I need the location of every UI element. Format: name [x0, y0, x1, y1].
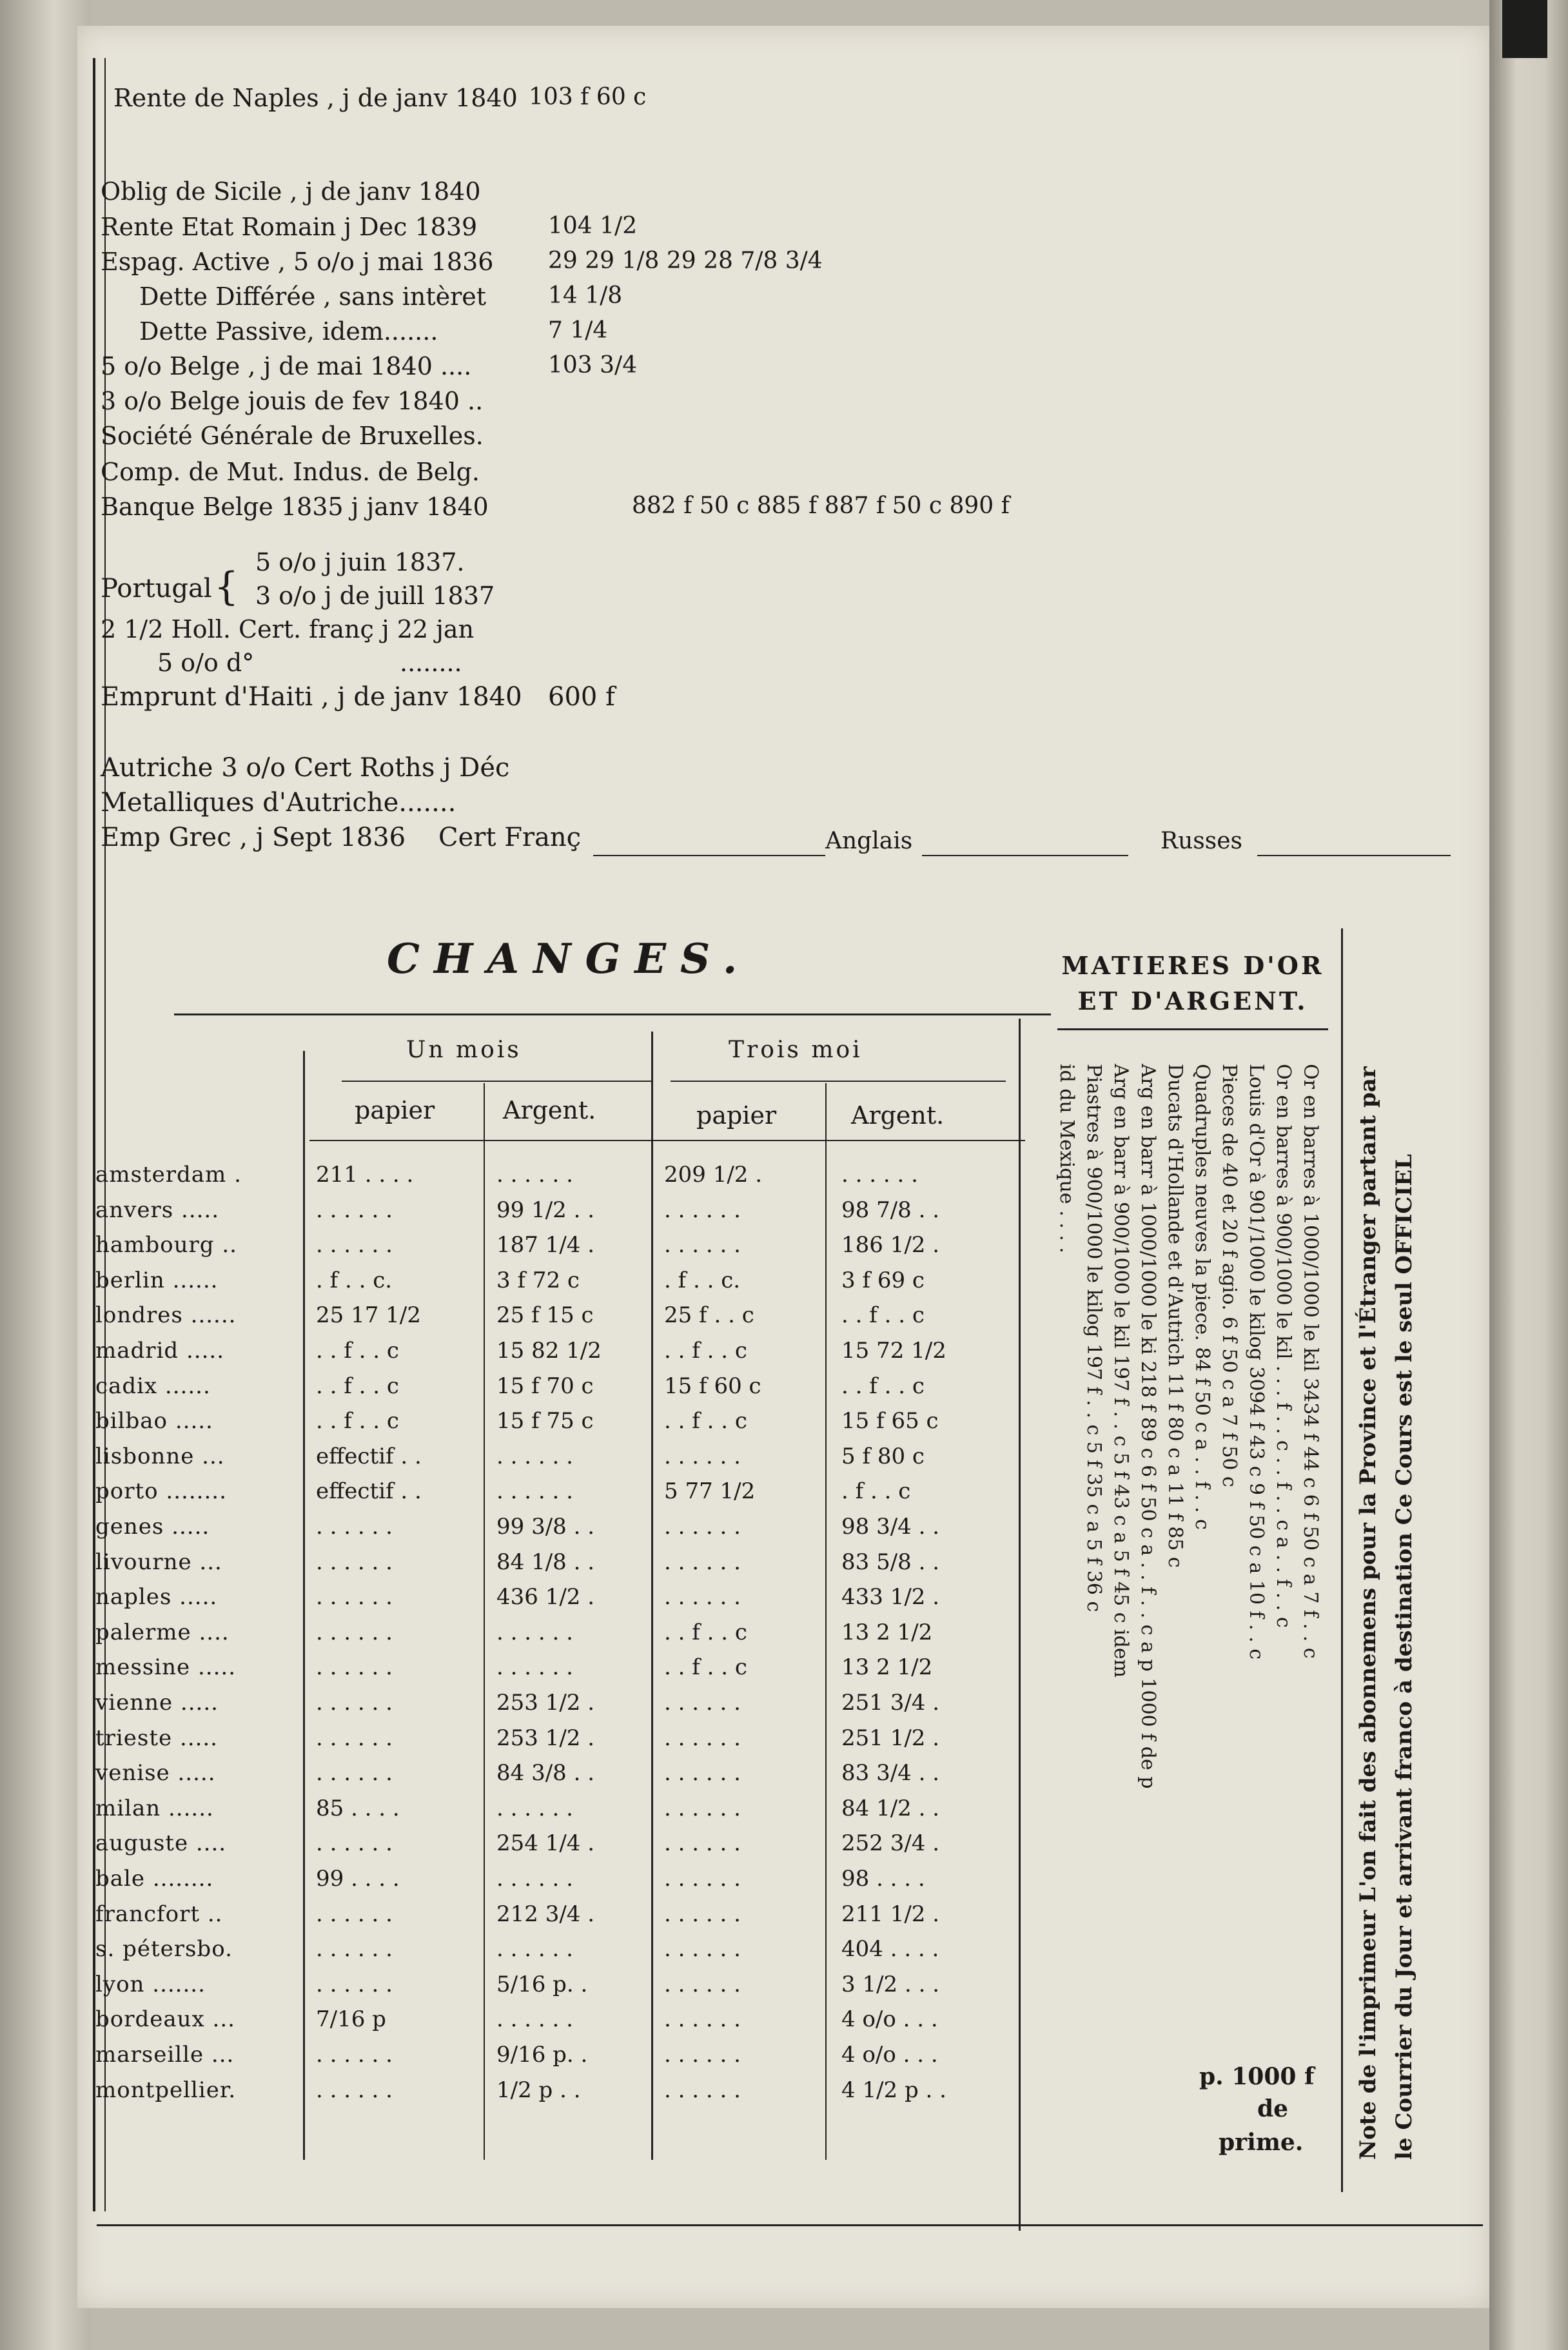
rate-cell: . f . . c	[841, 1478, 911, 1504]
rate-cell: 3 f 69 c	[841, 1268, 925, 1293]
rate-cell: . . . . . .	[316, 1690, 393, 1716]
group-trois-mois: Trois moi	[729, 1037, 863, 1063]
rate-cell: . . . . . .	[664, 2006, 741, 2032]
metalliques-line: Metalliques d'Autriche.......	[101, 788, 456, 818]
rate-cell: . . . . . .	[496, 1478, 573, 1504]
rate-cell: . . . . . .	[664, 1866, 741, 1892]
city-name: auguste ....	[95, 1830, 227, 1856]
rate-cell: 84 1/2 . .	[841, 1796, 940, 1821]
matieres-title-1: MATIERES D'OR	[1061, 951, 1324, 980]
security-value: 7 1/4	[548, 317, 608, 344]
rate-cell: . . . . . .	[316, 1725, 393, 1751]
rate-cell: . . . . . .	[496, 1444, 573, 1469]
rate-cell: . . . . . .	[664, 1232, 741, 1258]
matieres-line: Piastres à 900/1000 le kilog 197 f . . c 5 f 35 c a 5 f 36 c	[1083, 1064, 1105, 1612]
rate-cell: 3 1/2 . . .	[841, 1972, 940, 1997]
security-label: Oblig de Sicile , j de janv 1840	[101, 177, 481, 206]
col-divider-1	[484, 1083, 485, 2160]
rate-cell: . . . . . .	[664, 1830, 741, 1856]
rate-cell: . . f . . c	[316, 1373, 399, 1399]
haiti-value: 600 f	[548, 682, 615, 712]
city-name: naples .....	[95, 1584, 218, 1610]
city-name: lisbonne ...	[95, 1444, 225, 1469]
russes-label: Russes	[1161, 828, 1243, 854]
rate-cell: . . . . . .	[316, 1549, 393, 1575]
security-value: 882 f 50 c 885 f 887 f 50 c 890 f	[632, 493, 1010, 519]
matieres-line: Or en barres à 900/1000 le kil . . . f . . c . . f . . c a . . f . . c	[1272, 1064, 1295, 1628]
matieres-footer-1: p. 1000 f	[1199, 2063, 1315, 2090]
rate-cell: . . . . . .	[664, 1514, 741, 1540]
rate-cell: 98 3/4 . .	[841, 1514, 940, 1540]
rate-cell: 7/16 p	[316, 2006, 386, 2032]
rate-cell: effectif . .	[316, 1444, 422, 1469]
rate-cell: . . f . . c	[664, 1338, 747, 1364]
rate-cell: . . . . . .	[496, 1654, 573, 1680]
city-name: milan ......	[95, 1796, 214, 1821]
rate-cell: . . . . . .	[841, 1162, 918, 1188]
rate-cell: 4 o/o . . .	[841, 2042, 938, 2068]
book-right-edge	[1489, 0, 1568, 2350]
rate-cell: 209 1/2 .	[664, 1162, 763, 1188]
side-note-line1: Note de l'imprimeur L'on fait des abonnemens pour la Province et l'Étranger partant par	[1355, 1066, 1381, 2160]
rate-cell: 15 f 70 c	[496, 1373, 594, 1399]
col-papier-2: papier	[696, 1101, 777, 1130]
rate-cell: . . f . . c	[841, 1302, 925, 1328]
rate-cell: . . f . . c	[316, 1338, 399, 1364]
changes-title: CHANGES.	[387, 935, 752, 983]
rate-cell: . . . . . .	[664, 1197, 741, 1223]
matieres-line: Ducats d'Hollande et d'Autrich 11 f 80 c a 11 f 85 c	[1164, 1064, 1186, 1568]
security-value: 103 3/4	[548, 352, 638, 378]
rate-cell: . . f . . c	[664, 1408, 747, 1434]
rule-anglais	[922, 855, 1128, 856]
rate-cell: . . . . . .	[664, 1936, 741, 1962]
rate-cell: . . . . . .	[316, 1197, 393, 1223]
rate-cell: . . . . . .	[664, 1549, 741, 1575]
city-name: genes .....	[95, 1514, 210, 1540]
rate-cell: . . f . . c	[664, 1654, 747, 1680]
rate-cell: . . . . . .	[316, 1760, 393, 1786]
security-label: Banque Belge 1835 j janv 1840	[101, 493, 489, 521]
rate-cell: 15 f 65 c	[841, 1408, 939, 1434]
portugal-line2: 3 o/o j de juill 1837	[255, 582, 495, 610]
rate-cell: . . . . . .	[664, 1972, 741, 1997]
city-name: bordeaux ...	[95, 2006, 235, 2032]
rate-cell: . . . . . .	[316, 1514, 393, 1540]
security-value: 14 1/8	[548, 282, 623, 309]
security-label: Dette Différée , sans intèret	[139, 282, 487, 311]
rate-cell: effectif . .	[316, 1478, 422, 1504]
anglais-label: Anglais	[825, 828, 913, 854]
rate-cell: . . . . . .	[664, 1901, 741, 1927]
rate-cell: 15 f 60 c	[664, 1373, 761, 1399]
city-name: bale ........	[95, 1866, 214, 1892]
autriche-line: Autriche 3 o/o Cert Roths j Déc	[101, 753, 510, 783]
portugal-brace: {	[214, 564, 239, 609]
rate-cell: 13 2 1/2	[841, 1654, 933, 1680]
rate-cell: 211 . . . .	[316, 1162, 414, 1188]
portugal-label: Portugal	[101, 574, 212, 603]
portugal-line1: 5 o/o j juin 1837.	[255, 548, 465, 576]
city-name: messine .....	[95, 1654, 236, 1680]
rate-cell: 84 1/8 . .	[496, 1549, 595, 1575]
rate-cell: . . f . . c	[316, 1408, 399, 1434]
rate-cell: . . . . . .	[316, 1584, 393, 1610]
rate-cell: . . . . . .	[664, 1760, 741, 1786]
rate-cell: . . f . . c	[841, 1373, 925, 1399]
city-name: anvers .....	[95, 1197, 220, 1223]
rate-cell: 187 1/4 .	[496, 1232, 595, 1258]
rate-cell: 15 82 1/2	[496, 1338, 602, 1364]
rate-cell: . . . . . .	[496, 1162, 573, 1188]
security-label: 3 o/o Belge jouis de fev 1840 ..	[101, 387, 484, 415]
rate-cell: . . . . . .	[316, 2042, 393, 2068]
page-bottom-rule	[97, 2224, 1483, 2226]
matieres-line: Quadruples neuves la piece. 84 f 50 c a . . f . . c	[1191, 1064, 1213, 1530]
rate-cell: 25 17 1/2	[316, 1302, 421, 1328]
rate-cell: 1/2 p . .	[496, 2077, 581, 2103]
rate-cell: . . . . . .	[664, 1584, 741, 1610]
rate-cell: 3 f 72 c	[496, 1268, 580, 1293]
security-label: Espag. Active , 5 o/o j mai 1836	[101, 248, 494, 276]
document-page	[77, 26, 1489, 2308]
emp-grec-line: Emp Grec , j Sept 1836	[101, 823, 406, 852]
matieres-footer-2: de	[1257, 2095, 1289, 2122]
rate-cell: . . . . . .	[316, 1972, 393, 1997]
rate-cell: . . . . . .	[316, 1830, 393, 1856]
rate-cell: 212 3/4 .	[496, 1901, 595, 1927]
rate-cell: 99 . . . .	[316, 1866, 400, 1892]
rate-cell: . f . . c.	[664, 1268, 741, 1293]
rate-cell: 5 f 80 c	[841, 1444, 925, 1469]
rate-cell: . . . . . .	[496, 1620, 573, 1645]
holl-line2: 5 o/o d°	[157, 649, 255, 677]
rate-cell: 251 3/4 .	[841, 1690, 940, 1716]
rate-cell: . . . . . .	[664, 1690, 741, 1716]
rate-cell: . . . . . .	[316, 2077, 393, 2103]
security-label: Dette Passive, idem.......	[139, 317, 438, 346]
rate-cell: 254 1/4 .	[496, 1830, 595, 1856]
side-note-line2: le Courrier du Jour et arrivant franco à destination Ce Cours est le seul OFFICIEL	[1391, 1153, 1417, 2160]
rate-cell: . . . . . .	[316, 1901, 393, 1927]
rate-cell: 83 3/4 . .	[841, 1760, 940, 1786]
rate-cell: 4 o/o . . .	[841, 2006, 938, 2032]
security-label: Rente de Naples , j de janv 1840	[113, 84, 518, 112]
security-value: 104 1/2	[548, 213, 638, 239]
rate-cell: 98 7/8 . .	[841, 1197, 940, 1223]
col-argent-2: Argent.	[851, 1101, 945, 1130]
rate-cell: 436 1/2 .	[496, 1584, 595, 1610]
security-label: 5 o/o Belge , j de mai 1840 ....	[101, 352, 472, 380]
city-name: trieste .....	[95, 1725, 218, 1751]
matieres-line: Arg en barr à 1000/1000 le ki 218 f 89 c 6 f 50 c a . . f . . c a p 1000 f de p	[1137, 1064, 1159, 1789]
rate-cell: 13 2 1/2	[841, 1620, 933, 1645]
rate-cell: . . . . . .	[664, 1796, 741, 1821]
previous-page-strip	[0, 0, 90, 2350]
city-name: lyon .......	[95, 1972, 206, 1997]
rate-cell: . . . . . .	[664, 1725, 741, 1751]
city-name: cadix ......	[95, 1373, 211, 1399]
rate-cell: 9/16 p. .	[496, 2042, 588, 2068]
rate-cell: 15 f 75 c	[496, 1408, 594, 1434]
rate-cell: 433 1/2 .	[841, 1584, 940, 1610]
header-bottom-rule	[309, 1140, 1025, 1141]
city-name: amsterdam .	[95, 1162, 242, 1188]
rate-cell: . . . . . .	[496, 1936, 573, 1962]
rate-cell: 25 f 15 c	[496, 1302, 594, 1328]
rate-cell: . . . . . .	[316, 1232, 393, 1258]
group2-rule	[671, 1081, 1006, 1082]
rate-cell: 25 f . . c	[664, 1302, 754, 1328]
rate-cell: 253 1/2 .	[496, 1690, 595, 1716]
matieres-footer-3: prime.	[1219, 2129, 1304, 2156]
rate-cell: 4 1/2 p . .	[841, 2077, 946, 2103]
city-name: berlin ......	[95, 1268, 219, 1293]
rate-cell: . . . . . .	[496, 1866, 573, 1892]
rate-cell: 252 3/4 .	[841, 1830, 940, 1856]
rate-cell: 99 1/2 . .	[496, 1197, 595, 1223]
city-name: s. pétersbo.	[95, 1936, 233, 1962]
city-name: porto ........	[95, 1478, 227, 1504]
col-argent-1: Argent.	[503, 1096, 596, 1124]
cert-franc-label: Cert Franç	[438, 823, 582, 852]
security-label: Société Générale de Bruxelles.	[101, 422, 484, 450]
rate-cell: 84 3/8 . .	[496, 1760, 595, 1786]
rate-cell: . . . . . .	[664, 1444, 741, 1469]
matieres-line: Pieces de 40 et 20 f agio. 6 f 50 c a 7 f 50 c	[1218, 1064, 1240, 1487]
city-name: marseille ...	[95, 2042, 235, 2068]
rate-cell: 5 77 1/2	[664, 1478, 756, 1504]
rate-cell: 99 3/8 . .	[496, 1514, 595, 1540]
rate-cell: 186 1/2 .	[841, 1232, 940, 1258]
security-value: 103 f 60 c	[529, 84, 647, 110]
rate-cell: 253 1/2 .	[496, 1725, 595, 1751]
city-name: venise .....	[95, 1760, 216, 1786]
city-name: madrid .....	[95, 1338, 225, 1364]
col-divider-2	[651, 1032, 653, 2160]
rate-cell: 211 1/2 .	[841, 1901, 940, 1927]
col-papier-1: papier	[355, 1096, 435, 1124]
rate-cell: 98 . . . .	[841, 1866, 925, 1892]
rate-cell: . . f . . c	[664, 1620, 747, 1645]
rate-cell: . . . . . .	[316, 1936, 393, 1962]
matieres-line: Louis d'Or à 901/1000 le kilog 3094 f 43 c 9 f 50 c a 10 f . . c	[1245, 1064, 1268, 1660]
changes-top-rule	[174, 1013, 1051, 1015]
rule-cert-franc	[593, 855, 825, 856]
rate-cell: 5/16 p. .	[496, 1972, 588, 1997]
security-label: Comp. de Mut. Indus. de Belg.	[101, 458, 480, 486]
holl-line1: 2 1/2 Holl. Cert. franç j 22 jan	[101, 615, 475, 643]
security-value: 29 29 1/8 29 28 7/8 3/4	[548, 248, 823, 274]
rate-cell: . . . . . .	[496, 1796, 573, 1821]
col-divider-0	[303, 1051, 305, 2160]
rate-cell: 251 1/2 .	[841, 1725, 940, 1751]
matieres-title-2: ET D'ARGENT.	[1077, 986, 1308, 1015]
city-name: londres ......	[95, 1302, 237, 1328]
group-un-mois: Un mois	[406, 1037, 522, 1063]
rate-cell: . . . . . .	[664, 2042, 741, 2068]
rate-cell: . . . . . .	[316, 1620, 393, 1645]
city-name: bilbao .....	[95, 1408, 213, 1434]
rate-cell: 83 5/8 . .	[841, 1549, 940, 1575]
city-name: vienne .....	[95, 1690, 219, 1716]
rate-cell: 85 . . . .	[316, 1796, 400, 1821]
security-label: Rente Etat Romain j Dec 1839	[101, 213, 478, 241]
haiti-label: Emprunt d'Haiti , j de janv 1840	[101, 682, 522, 712]
col-divider-4	[1019, 1019, 1021, 2231]
city-name: palerme ....	[95, 1620, 230, 1645]
rate-cell: 404 . . . .	[841, 1936, 939, 1962]
city-name: francfort ..	[95, 1901, 223, 1927]
side-note-divider	[1341, 928, 1343, 2192]
city-name: montpellier.	[95, 2077, 237, 2103]
matieres-line: Arg en barr à 900/1000 le kil 197 f . . c 5 f 43 c a 5 f 45 c idem	[1110, 1064, 1132, 1678]
matieres-line: Or en barres à 1000/1000 le kil 3434 f 44 c 6 f 50 c a 7 f . . c	[1299, 1064, 1322, 1659]
rate-cell: . . . . . .	[496, 2006, 573, 2032]
rate-cell: 15 72 1/2	[841, 1338, 946, 1364]
city-name: livourne ...	[95, 1549, 222, 1575]
rule-russes	[1257, 855, 1451, 856]
binding-block	[1502, 0, 1547, 58]
holl-line2-value: ........	[400, 649, 462, 677]
matieres-rule	[1057, 1028, 1328, 1030]
rate-cell: . . . . . .	[316, 1654, 393, 1680]
group1-rule	[342, 1081, 651, 1082]
rate-cell: . f . . c.	[316, 1268, 393, 1293]
rate-cell: . . . . . .	[664, 2077, 741, 2103]
matieres-line: id du Mexique . . . .	[1055, 1064, 1078, 1253]
city-name: hambourg ..	[95, 1232, 237, 1258]
col-divider-3	[825, 1083, 827, 2160]
